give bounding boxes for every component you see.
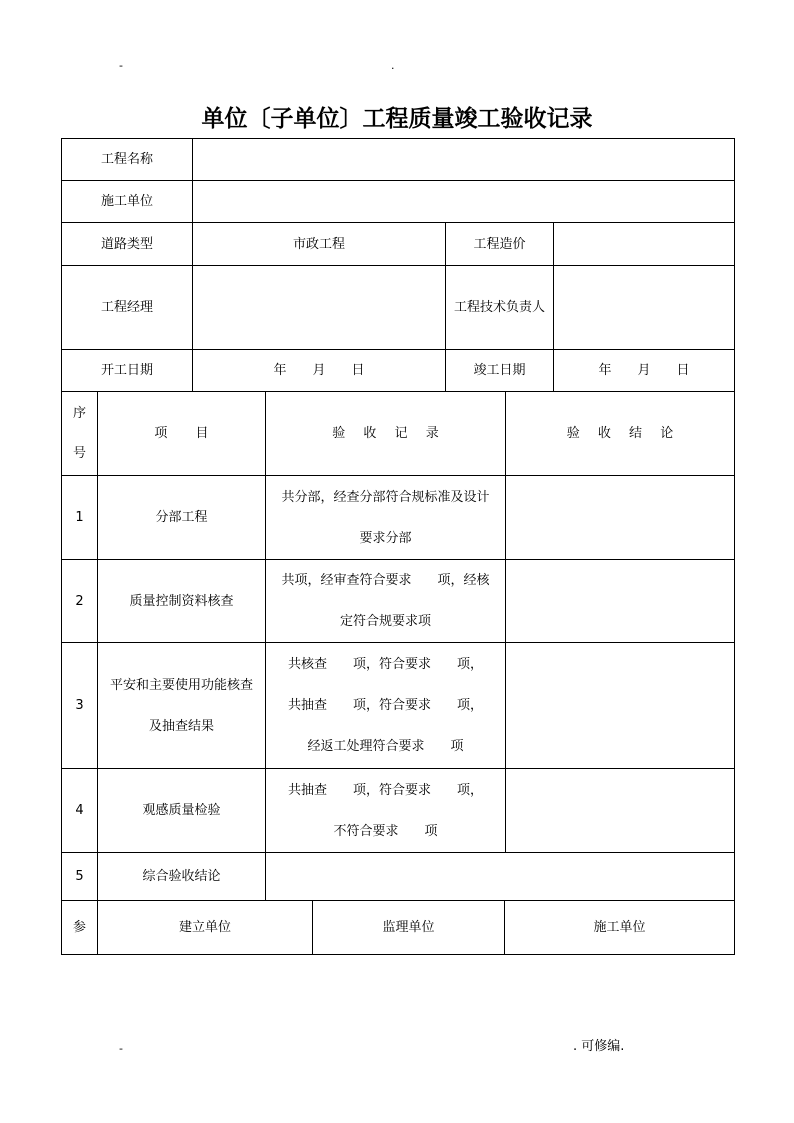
table-row [62, 769, 735, 853]
cost-value[interactable] [554, 223, 735, 266]
item-conclusion[interactable] [506, 769, 735, 853]
tech-lead-label: 工程技术负责人 [446, 266, 554, 350]
record-line: 要求分部 [359, 530, 412, 546]
participants-row [62, 901, 735, 955]
item-record [266, 560, 506, 643]
header-left-mark: - [119, 59, 123, 72]
item-conclusion[interactable] [506, 476, 735, 560]
road-type-value: 市政工程 [193, 223, 446, 266]
record-line: 不符合要求 项 [333, 823, 438, 839]
item-no: 4 [62, 769, 98, 853]
item-name: 综合验收结论 [98, 853, 266, 901]
row-project-name [62, 139, 735, 181]
record-line: 经返工处理符合要求 项 [307, 739, 464, 754]
participants-table [61, 900, 735, 955]
end-date-value[interactable] [554, 350, 735, 392]
record-header: 验 收 记 录 [266, 392, 506, 476]
builder-unit: 建立单位 [98, 901, 313, 955]
table-row [62, 476, 735, 560]
item-record [266, 476, 506, 560]
overall-conclusion-value[interactable] [266, 853, 735, 901]
manager-value[interactable] [193, 266, 446, 350]
table-row [62, 853, 735, 901]
item-no: 5 [62, 853, 98, 901]
row-manager [62, 266, 735, 350]
record-line: 共抽查 项，符合要求 项， [287, 782, 483, 798]
project-name-label: 工程名称 [62, 139, 193, 181]
record-line: 共抽查 项，符合要求 项， [287, 698, 483, 713]
start-month: 月 [312, 363, 326, 378]
footer-editable-note: . 可修编. [573, 1039, 625, 1054]
end-day: 日 [676, 363, 690, 378]
record-line: 共核查 项，符合要求 项， [287, 657, 483, 672]
supervisor-unit: 监理单位 [313, 901, 505, 955]
table-row [62, 643, 735, 769]
record-line: 共项，经审查符合要求 项，经核 [281, 573, 490, 588]
item-conclusion[interactable] [506, 643, 735, 769]
conclusion-header: 验 收 结 论 [506, 392, 735, 476]
road-type-label: 道路类型 [62, 223, 193, 266]
item-no: 3 [62, 643, 98, 769]
end-date-label: 竣工日期 [446, 350, 554, 392]
item-conclusion[interactable] [506, 560, 735, 643]
seq-header: 序号 [62, 392, 98, 476]
start-day: 日 [351, 363, 365, 378]
acceptance-items-table [61, 391, 735, 901]
item-name: 质量控制资料核查 [98, 560, 266, 643]
header-right-mark: . [391, 59, 395, 72]
items-header-row [62, 392, 735, 476]
constructor-unit: 施工单位 [505, 901, 735, 955]
item-record [266, 643, 506, 769]
end-month: 月 [637, 363, 651, 378]
participants-label: 参 [62, 901, 98, 955]
row-construction-unit [62, 181, 735, 223]
item-no: 2 [62, 560, 98, 643]
row-road-type [62, 223, 735, 266]
item-header: 项 目 [98, 392, 266, 476]
start-date-label: 开工日期 [62, 350, 193, 392]
tech-lead-value[interactable] [554, 266, 735, 350]
footer-left-mark: - [119, 1042, 123, 1055]
record-line: 定符合规要求项 [339, 614, 431, 629]
item-name: 分部工程 [98, 476, 266, 560]
start-date-value[interactable] [193, 350, 446, 392]
item-record [266, 769, 506, 853]
row-dates [62, 350, 735, 392]
project-info-table [61, 138, 735, 392]
construction-unit-value[interactable] [193, 181, 735, 223]
page-title: 单位〔子单位〕工程质量竣工验收记录 [201, 106, 593, 132]
start-year: 年 [273, 363, 287, 378]
item-name: 平安和主要使用功能核查及抽查结果 [98, 643, 266, 769]
item-name: 观感质量检验 [98, 769, 266, 853]
table-row [62, 560, 735, 643]
end-year: 年 [598, 363, 612, 378]
cost-label: 工程造价 [446, 223, 554, 266]
construction-unit-label: 施工单位 [62, 181, 193, 223]
record-line: 共分部，经查分部符合规标准及设计 [281, 489, 490, 505]
manager-label: 工程经理 [62, 266, 193, 350]
project-name-value[interactable] [193, 139, 735, 181]
item-no: 1 [62, 476, 98, 560]
